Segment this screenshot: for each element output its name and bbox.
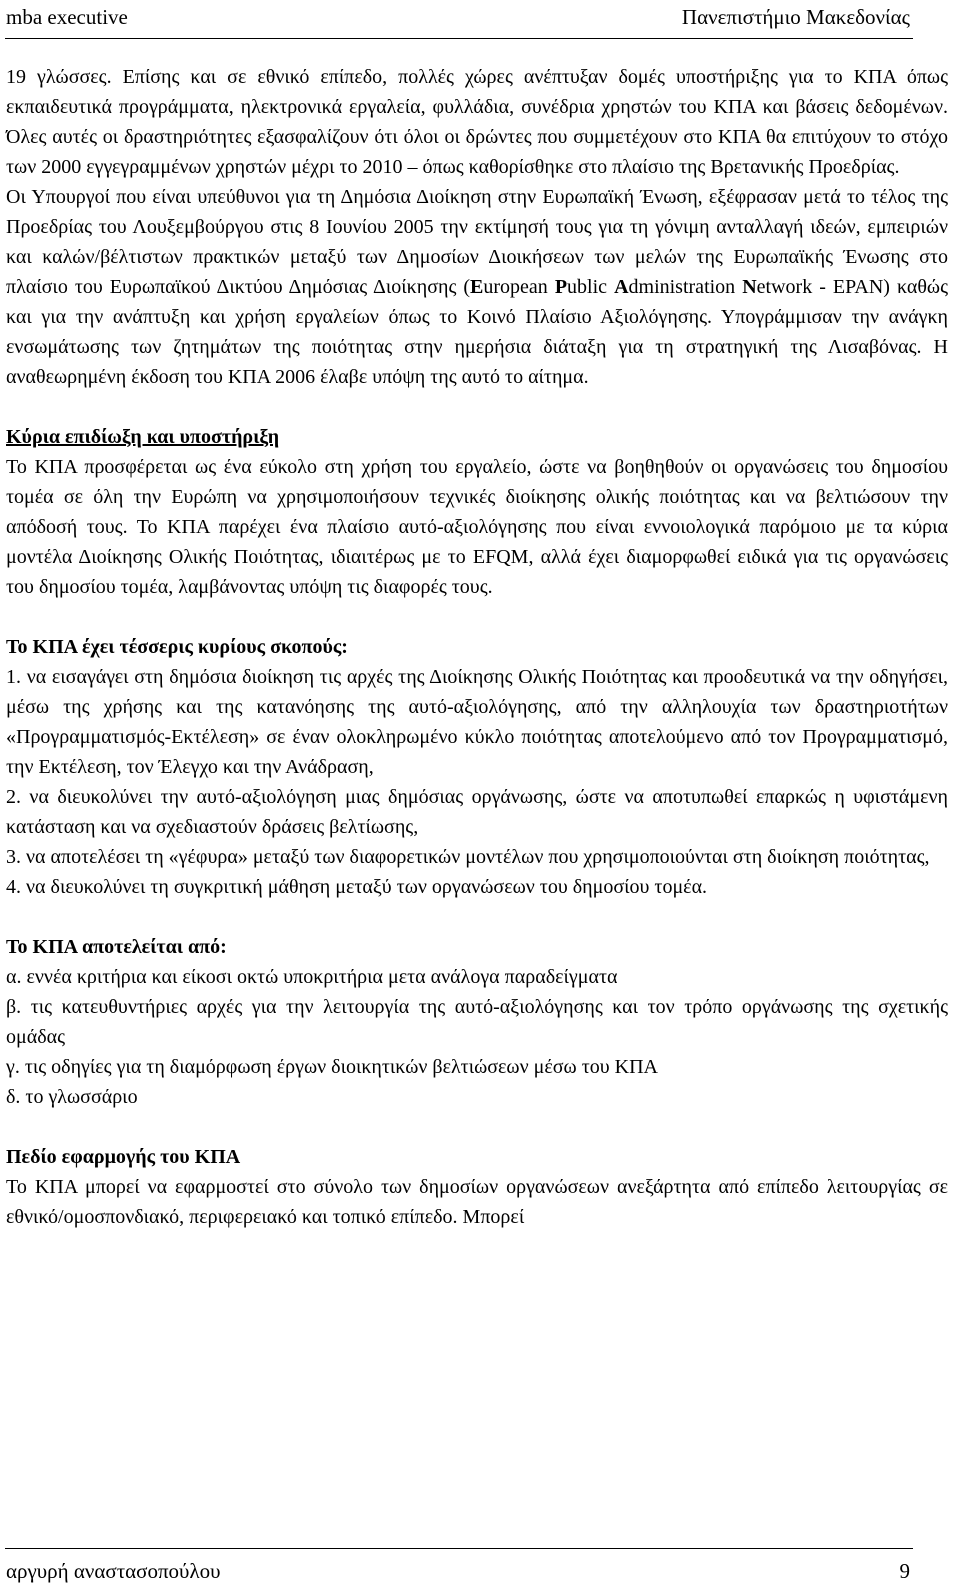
intro-paragraph: 19 γλώσσες. Επίσης και σε εθνικό επίπεδο, πολλές χώρες ανέπτυξαν δομές υποστήριξης για το ΚΠΑ όπως εκπαιδευτικά προγράμματα, ηλεκτρονικά εργαλεία, φυλλάδια, συνέδρια χρηστών του ΚΠΑ και βάσεις δεδομένων. Όλες αυτές οι δραστηριότητες εξασφαλίζουν ότι όλοι οι δρώντες που συμμετέχουν στο ΚΠΑ θα επιτύχουν το στόχο των 2000 εγγεγραμμένων χρηστών μέχρι το 2010 – όπως καθορίσθηκε στο πλαίσιο της Βρετανικής Προεδρίας. [6, 66, 948, 178]
header-right-text: Πανεπιστήμιο Μακεδονίας [681, 5, 910, 29]
spacer [6, 392, 948, 422]
epan-word-administration: dministration [628, 276, 743, 298]
spacer [6, 602, 948, 632]
component-item-d: δ. το γλωσσάριο [6, 1086, 138, 1108]
goals-heading: Το ΚΠΑ έχει τέσσερις κυρίους σκοπούς: [6, 636, 348, 658]
ministers-paragraph [6, 182, 948, 392]
ministers-text-a: Οι Υπουργοί που είναι υπεύθυνοι για τη Δημόσια Διοίκηση στην Ευρωπαϊκή Ένωση, εξέφρασαν μετά το τέλος της Προεδρίας του Λουξεμβούργου στις 8 Ιουνίου 2005 την εκτίμησή τους για τη γόνιμη ανταλλαγή ιδεών, εμπειριών και καλών/βέλτιστων πρακτικών μεταξύ των Δημοσίων Διοικήσεων των μελών της Ευρωπαϊκής Ένωσης στο πλαίσιο του Ευρωπαϊκού Δικτύου Δημόσιας Διοίκησης ( [6, 186, 948, 298]
epan-initial-e: E [470, 276, 484, 298]
goal-item-2: 2. να διευκολύνει την αυτό-αξιολόγηση μιας δημόσιας οργάνωσης, ώστε να αποτυπωθεί επαρκώς η υφιστάμενη κατάσταση και να σχεδιαστούν δράσεις βελτίωσης, [6, 786, 948, 838]
epan-initial-n: N [742, 276, 757, 298]
header-left-text: mba executive [6, 5, 128, 29]
epan-initial-a: A [614, 276, 629, 298]
epan-initial-p: P [554, 276, 568, 298]
footer-author: αργυρή αναστασοπούλου [6, 1559, 221, 1583]
goal-item-4: 4. να διευκολύνει τη συγκριτική μάθηση μεταξύ των οργανώσεων του δημοσίου τομέα. [6, 876, 708, 898]
page-header [6, 2, 910, 32]
epan-word-european: uropean [483, 276, 555, 298]
component-item-c: γ. τις οδηγίες για τη διαμόρφωση έργων διοικητικών βελτιώσεων μέσω του ΚΠΑ [6, 1056, 658, 1078]
goal-item-3: 3. να αποτελέσει τη «γέφυρα» μεταξύ των διαφορετικών μοντέλων που χρησιμοποιούνται στη διοίκηση ποιότητας, [6, 846, 930, 868]
page-number: 9 [899, 1559, 910, 1583]
page-footer [6, 1546, 910, 1583]
scope-heading: Πεδίο εφαρμογής του ΚΠΑ [6, 1146, 241, 1168]
ministers-text-b: etwork - EPAN) καθώς και για την ανάπτυξη και χρήση εργαλείων όπως το Κοινό Πλαίσιο Αξιολόγησης. Υπογράμμισαν την ανάγκη ενσωμάτωσης των ζητημάτων της ποιότητας στην ημερήσια διάταξη για τη στρατηγική της Λισαβόνας. Η αναθεωρημένη έκδοση του ΚΠΑ 2006 έλαβε υπόψη της αυτό το αίτημα. [6, 276, 948, 388]
scope-paragraph: Το ΚΠΑ μπορεί να εφαρμοστεί στο σύνολο των δημοσίων οργανώσεων ανεξάρτητα από επίπεδο λειτουργίας σε εθνικό/ομοσπονδιακό, περιφερειακό και τοπικό επίπεδο. Μπορεί [6, 1176, 948, 1228]
components-heading: Το ΚΠΑ αποτελείται από: [6, 936, 227, 958]
support-heading: Κύρια επιδίωξη και υποστήριξη [6, 426, 280, 448]
spacer [6, 902, 948, 932]
component-item-b: β. τις κατευθυντήριες αρχές για την λειτουργία της αυτό-αξιολόγησης και τον τρόπο οργάνωσης της σχετικής ομάδας [6, 996, 948, 1048]
epan-word-public: ublic [567, 276, 615, 298]
goal-item-1: 1. να εισαγάγει στη δημόσια διοίκηση τις αρχές της Διοίκησης Ολικής Ποιότητας και προοδευτικά να την οδηγήσει, μέσω της χρήσης και της κατανόησης της αυτό-αξιολόγησης, από την αλληλουχία των δραστηριοτήτων «Προγραμματισμός-Εκτέλεση» σε έναν ολοκληρωμένο κύκλο ποιότητας αποτελούμενο από τον Προγραμματισμό, την Εκτέλεση, τον Έλεγχο και την Ανάδραση, [6, 666, 948, 778]
component-item-a: α. εννέα κριτήρια και είκοσι οκτώ υποκριτήρια μετα ανάλογα παραδείγματα [6, 966, 618, 988]
support-paragraph: Το ΚΠΑ προσφέρεται ως ένα εύκολο στη χρήση του εργαλείο, ώστε να βοηθηθούν οι οργανώσεις του δημοσίου τομέα σε όλη την Ευρώπη να χρησιμοποιήσουν τεχνικές διοίκησης ολικής ποιότητας και να βελτιώσουν την απόδοσή τους. Το ΚΠΑ παρέχει ένα πλαίσιο αυτό-αξιολόγησης που είναι εννοιολογικά παρόμοιο με τα κύρια μοντέλα Διοίκησης Ολικής Ποιότητας, ιδιαιτέρως με το EFQM, αλλά έχει διαμορφωθεί ειδικά για τις οργανώσεις του δημοσίου τομέα, λαμβάνοντας υπόψη τις διαφορές τους. [6, 456, 948, 598]
document-body [6, 62, 948, 1232]
header-rule [5, 38, 913, 39]
spacer [6, 1112, 948, 1142]
